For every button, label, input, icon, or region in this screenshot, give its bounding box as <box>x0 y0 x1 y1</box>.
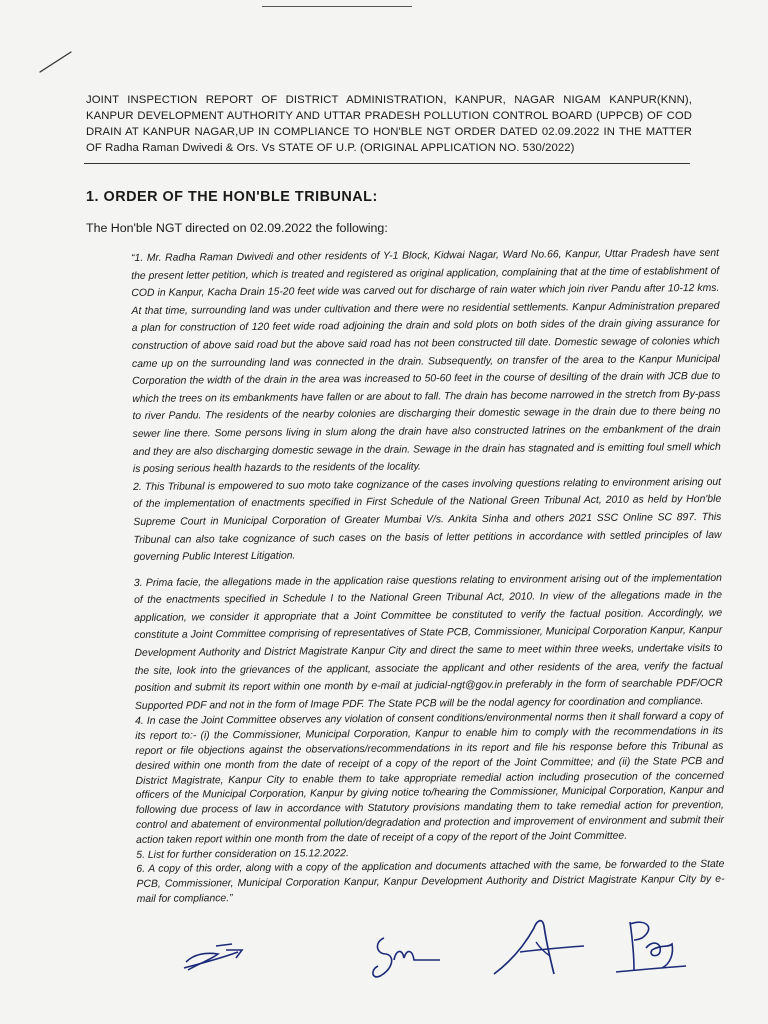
order-paragraph-2: 2. This Tribunal is empowered to suo moto take cognizance of the cases involving questions relating to environment arising out of the implementation of enactments specified in First Schedule of the National Green Tribunal Act, 2010 as held by Hon'ble Supreme Court in Municipal Corporation of Greater Mumbai V/s. Ankita Sinha and others 2021 SSC Online SC 897. This Tribunal can also take cognizance of such cases on the basis of letter petitions in accordance with settled principles of law governing Public Interest Litigation. <box>133 476 722 564</box>
signature-1 <box>176 940 252 974</box>
tribunal-order-text <box>131 245 725 908</box>
title-rule <box>84 163 690 164</box>
signature-4 <box>612 914 692 980</box>
top-edge-rule <box>262 6 412 7</box>
order-paragraph-3: 3. Prima facie, the allegations made in the application raise questions relating to environment arising out of the implementation of the enactments specified in Schedule I to the National Green Tribunal Act, 2010. In view of the allegations made in the application, we consider it appropriate that a Joint Committee be constituted to verify the factual position. Accordingly, we constitute a Joint Committee comprising of representatives of State PCB, Commissioner, Municipal Corporation Kanpur, Kanpur Development Authority and District Magistrate Kanpur City and direct the same to meet within three weeks, undertake visits to the site, look into the grievances of the applicant, associate the applicant and other residents of the area, verify the factual position and submit its report within one month by e-mail at judicial-ngt@gov.in preferably in the form of searchable PDF/OCR Supported PDF and not in the form of Image PDF. The State PCB will be the nodal agency for coordination and compliance. <box>133 572 723 712</box>
signature-3 <box>490 912 590 982</box>
order-paragraph-6: 6. A copy of this order, along with a copy of the application and documents attached with the same, be forwarded to the State PCB, Commissioner, Municipal Corporation Kanpur, Kanpur Development Authority and District Magistrate Kanpur City by e-mail for compliance.” <box>136 859 725 905</box>
order-paragraph-5: 5. List for further consideration on 15.12.2022. <box>136 847 349 861</box>
signature-2 <box>366 930 446 986</box>
report-title: JOINT INSPECTION REPORT OF DISTRICT ADMINISTRATION, KANPUR, NAGAR NIGAM KANPUR(KNN), KANPUR DEVELOPMENT AUTHORITY AND UTTAR PRADESH POLLUTION CONTROL BOARD (UPPCB) OF COD DRAIN AT KANPUR NAGAR,UP IN COMPLIANCE TO HON'BLE NGT ORDER DATED 02.09.2022 IN THE MATTER OF Radha Raman Dwivedi & Ors. Vs STATE OF U.P. (ORIGINAL APPLICATION NO. 530/2022) <box>86 94 692 154</box>
pen-stroke-mark <box>38 50 74 74</box>
order-paragraph-4: 4. In case the Joint Committee observes any violation of consent conditions/environmental norms then it shall forward a copy of its report to:- (i) the Commissioner, Municipal Corporation, Kanpur to enable him to comply with the recommendations in its report or file objections against the observations/recommendations in its report and file his response before this Tribunal as desired within one month from the date of receipt of a copy of the report of the Joint Committee; and (ii) the State PCB and District Magistrate, Kanpur City to enable them to take appropriate remedial action including prosecution of the concerned officers of the Municipal Corporation, Kanpur by giving notice to/hearing the Commissioner, Municipal Corporation, Kanpur and following due process of law in accordance with Statutory provisions mandating them to take remedial action for prevention, control and abatement of environmental pollution/degradation and protection and improvement of environment and submit their action taken report within one month from the date of receipt of a copy of the report of the Joint Committee. <box>135 711 725 846</box>
order-paragraph-1: “1. Mr. Radha Raman Dwivedi and other residents of Y-1 Block, Kidwai Nagar, Ward No.66, Kanpur, Uttar Pradesh have sent the present letter petition, which is treated and registered as original application, complaining that at the time of establishment of COD in Kanpur, Kacha Drain 15-20 feet wide was carved out for discharge of rain water which join river Pandu after 10-12 kms. At that time, surrounding land was under cultivation and there were no residential settlements. Kanpur Administration prepared a plan for construction of 120 feet wide road adjoining the drain and sold plots on both sides of the drain giving assurance for construction of above said road but the above said road has not been constructed till date. Domestic sewage of colonies which came up on the surrounding land was connected in the drain. Subsequently, on transfer of the area to the Kanpur Municipal Corporation the width of the drain in the area was increased to 50-60 feet in the course of desilting of the drain with JCB due to which the trees on its embankments have fallen or are about to fall. The drain has become narrowed in the stretch from By-pass to river Pandu. The residents of the nearby colonies are discharging their domestic sewage in the drain due to there being no sewer line there. Some persons living in slum along the drain have also constructed latrines on the embankment of the drain and they are also discharging domestic sewage in the drain. Sewage in the drain has stagnated and is emitting foul smell which is posing serious health hazards to the residents of the locality. <box>131 247 721 476</box>
intro-text: The Hon'ble NGT directed on 02.09.2022 the following: <box>86 221 388 235</box>
section-heading: 1. ORDER OF THE HON'BLE TRIBUNAL: <box>86 189 378 205</box>
